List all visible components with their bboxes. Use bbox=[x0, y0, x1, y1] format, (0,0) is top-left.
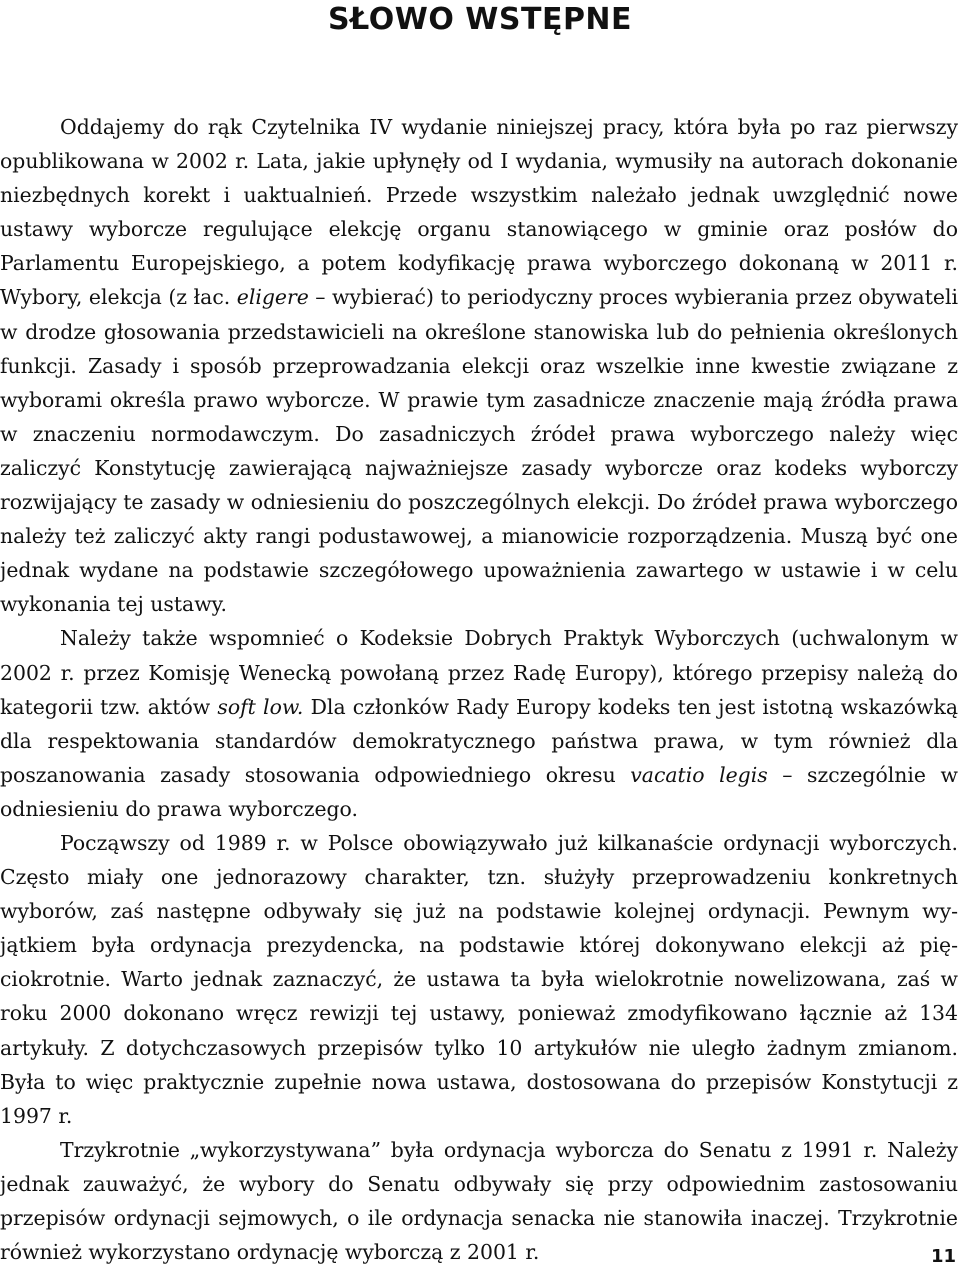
text-run: Trzykrotnie „wykorzystywana” była ordynacja wyborcza do Senatu z 1991 r. Należy jednak zauważyć, że wybory do Senatu odbywały się przy odpowiednim zastosowaniu przepisów ordynacji sejmowych, o ile ordynacja senacka nie stanowiła inaczej. Trzykrotnie również wykorzystano ordynację wyborczą z 2001 r. bbox=[0, 1137, 958, 1265]
page-number: 11 bbox=[930, 1246, 956, 1267]
text-run: Oddajemy do rąk Czytelnika IV wydanie niniejszej pracy, która była po raz pierwszy opublikowana w 2002 r. Lata, jakie upłynęły od I wydania, wymusiły na autorach dokonanie niezbędnych korekt i uaktualnień. Przede wszystkim należało jednak uwzględnić nowe ustawy wyborcze regulujące elekcję organu stanowiącego w gminie oraz posłów do Parlamentu Europejskiego, a potem kodyfikację prawa wyborczego dokonaną w 2011 r. Wybory, elekcja (z łac. bbox=[0, 115, 958, 310]
text-run: Dla członków Rady Europy kodeks ten jest istotną wskazówką dla respektowania standardów demokratycznego państwa prawa, w tym również dla poszanowania zasady stosowania odpowiedniego okresu bbox=[0, 694, 958, 787]
paragraph bbox=[0, 1133, 958, 1269]
paragraph bbox=[0, 826, 958, 1133]
text-run: – wybierać) to periodyczny proces wybierania przez obywateli w drodze głosowania przedstawicieli na określone stanowiska lub do pełnienia określonych funkcji. Zasady i sposób przeprowadzania elekcji oraz wszelkie inne kwestie związane z wyborami określa prawo wyborcze. W prawie tym zasadnicze znaczenie mają źródła prawa w znaczeniu normodawczym. Do zasadniczych źródeł prawa wyborczego należy więc zaliczyć Konstytucję zawierającą najważniejsze zasady wyborcze oraz kodeks wyborczy rozwijający te zasady w odniesieniu do poszczególnych elekcji. Do źródeł prawa wyborczego należy też zaliczyć akty rangi podustawowej, a mianowicie rozporządzenia. Muszą być one jednak wydane na podstawie szczegółowego upoważnienia zawartego w ustawie i w celu wykonania tej ustawy. bbox=[0, 285, 959, 617]
latin-term-vacatio-legis: vacatio legis bbox=[630, 762, 768, 787]
body-text bbox=[0, 110, 958, 1269]
text-run: Począwszy od 1989 r. w Polsce obowiązywało już kilkanaście ordynacji wyborczych. Często miały one jednorazowy charakter, tzn. służyły przeprowadzeniu konkretnych wyborów, zaś następne odbywały się już na podstawie kolejnej ordynacji. Pewnym wyjątkiem była ordynacja prezydencka, na podstawie której dokonywano elekcji aż pięciokrotnie. Warto jednak zaznaczyć, że ustawa ta była wielokrotnie nowelizowana, zaś w roku 2000 dokonano wręcz rewizji tej ustawy, ponieważ zmodyfikowano łącznie aż 134 artykuły. Z dotychczasowych przepisów tylko 10 artykułów nie uległo żadnym zmianom. Była to więc praktycznie zupełnie nowa ustawa, dostosowana do przepisów Konstytucji z 1997 r. bbox=[0, 830, 958, 1128]
text-run: – szczególnie w odniesieniu do prawa wyborczego. bbox=[0, 762, 958, 821]
paragraph bbox=[0, 110, 958, 621]
term-soft-law: soft low. bbox=[217, 694, 304, 719]
page-title: SŁOWO WSTĘPNE bbox=[327, 2, 633, 37]
paragraph bbox=[0, 621, 958, 826]
text-run: Należy także wspomnieć o Kodeksie Dobrych Praktyk Wyborczych (uchwalonym w 2002 r. przez Komisję Wenecką powołaną przez Radę Europy), którego przepisy należą do kategorii tzw. aktów bbox=[0, 626, 958, 719]
latin-term-eligere: eligere bbox=[236, 285, 309, 310]
